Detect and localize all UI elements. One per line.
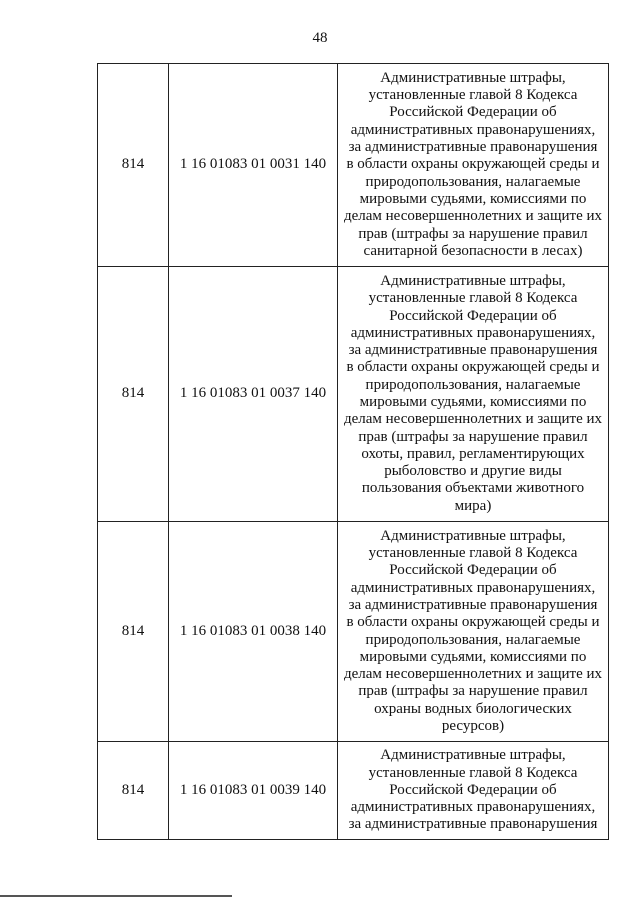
description-line: делам несовершеннолетних и защите их [343, 208, 603, 225]
description-line: установленные главой 8 Кодекса [368, 545, 578, 562]
description-line: за административные правонарушения [348, 816, 598, 833]
description-line: ресурсов) [441, 717, 505, 734]
admin-code-cell: 814 [98, 742, 169, 840]
kbk-code-cell: 1 16 01083 01 0039 140 [169, 742, 338, 840]
description-line: административных правонарушениях, [350, 579, 596, 596]
description-line: прав (штрафы за нарушение правил [358, 225, 588, 242]
description-line: пользования объектами животного [361, 480, 585, 497]
description-line: Российской Федерации об [389, 562, 557, 579]
description-line: в области охраны окружающей среды и [346, 156, 600, 173]
budget-classification-table [97, 63, 609, 840]
description-line: за административные правонарушения [348, 342, 598, 359]
description-line: Административные штрафы, [380, 69, 566, 86]
description-line: рыболовство и другие виды [384, 463, 562, 480]
admin-code-cell: 814 [98, 522, 169, 742]
description-line: в области охраны окружающей среды и [346, 359, 600, 376]
description-line: установленные главой 8 Кодекса [368, 290, 578, 307]
description-line: охоты, правил, регламентирующих [361, 445, 585, 462]
description-line: мира) [454, 497, 492, 514]
description-line: делам несовершеннолетних и защите их [343, 666, 603, 683]
description-line: в области охраны окружающей среды и [346, 614, 600, 631]
description-line: прав (штрафы за нарушение правил [358, 683, 588, 700]
description-line: административных правонарушениях, [350, 121, 596, 138]
description-line: природопользования, налагаемые [365, 376, 581, 393]
description-line: природопользования, налагаемые [365, 173, 581, 190]
description-line: Административные штрафы, [380, 747, 566, 764]
description-line: Административные штрафы, [380, 272, 566, 289]
admin-code-cell: 814 [98, 64, 169, 267]
table-row [98, 267, 609, 522]
description-line: Российской Федерации об [389, 307, 557, 324]
description-line: мировыми судьями, комиссиями по [359, 190, 587, 207]
description-line: установленные главой 8 Кодекса [368, 764, 578, 781]
description-cell [338, 522, 609, 742]
description-cell [338, 267, 609, 522]
description-line: Российской Федерации об [389, 781, 557, 798]
description-line: Российской Федерации об [389, 104, 557, 121]
admin-code-cell: 814 [98, 267, 169, 522]
description-line: делам несовершеннолетних и защите их [343, 411, 603, 428]
description-cell [338, 64, 609, 267]
description-line: за административные правонарушения [348, 139, 598, 156]
kbk-code-cell: 1 16 01083 01 0038 140 [169, 522, 338, 742]
footer-rule [0, 895, 232, 897]
description-line: установленные главой 8 Кодекса [368, 87, 578, 104]
page-number: 48 [312, 30, 328, 46]
description-line: мировыми судьями, комиссиями по [359, 648, 587, 665]
description-cell [338, 742, 609, 840]
description-line: за административные правонарушения [348, 596, 598, 613]
table-row [98, 522, 609, 742]
description-line: Административные штрафы, [380, 527, 566, 544]
description-line: мировыми судьями, комиссиями по [359, 394, 587, 410]
description-line: административных правонарушениях, [350, 799, 596, 816]
kbk-code-cell: 1 16 01083 01 0037 140 [169, 267, 338, 522]
table-row [98, 64, 609, 267]
table-row [98, 742, 609, 840]
description-line: природопользования, налагаемые [365, 631, 581, 648]
description-line: административных правонарушениях, [350, 324, 596, 341]
description-line: санитарной безопасности в лесах) [363, 242, 583, 259]
description-line: прав (штрафы за нарушение правил [358, 428, 588, 445]
description-line: охраны водных биологических [374, 700, 572, 717]
kbk-code-cell: 1 16 01083 01 0031 140 [169, 64, 338, 267]
